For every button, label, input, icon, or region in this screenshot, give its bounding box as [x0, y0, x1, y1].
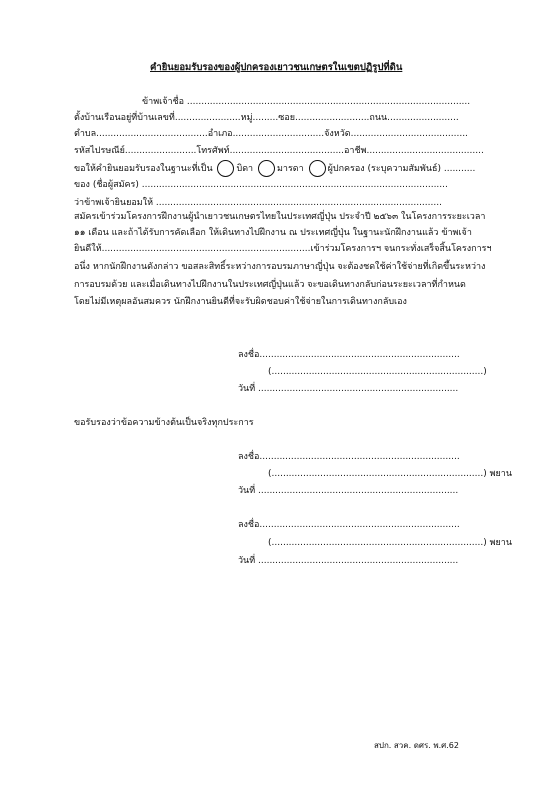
- guardian-name-line: (..........................................................................): [268, 367, 487, 377]
- relationship-label: ขอให้คำยินยอมรับรองในฐานะที่เป็น: [74, 164, 213, 174]
- mother-label: มารดา: [276, 164, 304, 174]
- father-label: บิดา: [236, 164, 254, 174]
- relationship-line: [74, 160, 475, 177]
- guardian-date-line: วันที่ ......................................................................: [238, 384, 459, 394]
- postcode-phone-line: รหัสไปรษณีย์.........................โทรศัพท์........................................อาชีพ.........................................: [74, 146, 484, 156]
- mother-checkbox[interactable]: [258, 160, 275, 177]
- form-title: คำยินยอมรับรองของผู้ปกครองเยาวชนเกษตรในเขตปฏิรูปที่ดิน: [150, 62, 403, 73]
- consent-line: ว่าข้าพเจ้ายินยอมให้ ....................................................................................................: [74, 198, 442, 208]
- guardian-signature-line: ลงชื่อ......................................................................: [238, 350, 460, 360]
- witness1-date-line: วันที่ ......................................................................: [238, 486, 459, 496]
- paragraph-line: โดยไม่มีเหตุผลอันสมควร นักฝึกงานยินดีที่จะรับผิดชอบค่าใช้จ่ายในการเดินทางกลับเอง: [74, 297, 407, 307]
- district-line: ตำบล.......................................อำเภอ................................จังหวัด.........................................: [74, 129, 468, 139]
- witness1-name-line: (..........................................................................) พยาน: [268, 469, 512, 479]
- certify-statement: ขอรับรองว่าข้อความข้างต้นเป็นจริงทุกประการ: [74, 418, 254, 428]
- applicant-of-line: ของ (ชื่อผู้สมัคร) ...........................................................................................................: [74, 180, 448, 190]
- paragraph-line: อนึ่ง หากนักฝึกงานดังกล่าว ขอสละสิทธิ์ระหว่างการอบรมภาษาญี่ปุ่น จะต้องชดใช้ค่าใช้จ่ายที่เกิดขึ้นระหว่าง: [74, 262, 486, 272]
- paragraph-line: สมัครเข้าร่วมโครงการฝึกงานผู้นำเยาวชนเกษตรไทยในประเทศญี่ปุ่น ประจำปี ๒๕๖๓ ในโครงการระยะเวลา: [74, 212, 486, 222]
- guardian-checkbox[interactable]: [309, 160, 326, 177]
- address-line: ตั้งบ้านเรือนอยู่ที่บ้านเลขที่.......................หมู่.........ซอย..........................ถนน.........................: [74, 113, 459, 123]
- footer-code: สปก. สวค. ดศร. พ.ศ.62: [374, 741, 459, 750]
- paragraph-line: ยินดีให้.........................................................................เข้าร่วมโครงการฯ จนกระทั่งเสร็จสิ้นโครงการฯ: [74, 244, 492, 254]
- witness2-signature-line: ลงชื่อ......................................................................: [238, 520, 460, 530]
- applicant-name-line: ข้าพเจ้าชื่อ ...................................................................................................: [142, 97, 471, 107]
- witness2-name-line: (..........................................................................) พยาน: [268, 538, 512, 548]
- paragraph-line: การอบรมด้วย และเมื่อเดินทางไปฝึกงานในประเทศญี่ปุ่นแล้ว จะขอเดินทางกลับก่อนระยะเวลาที่กำหนด: [74, 280, 466, 290]
- witness1-signature-line: ลงชื่อ......................................................................: [238, 452, 460, 462]
- paragraph-line: ๑๑ เดือน และถ้าได้รับการคัดเลือก ให้เดินทางไปฝึกงาน ณ ประเทศญี่ปุ่น ในฐานะนักฝึกงานแล้ว ข้าพเจ้า: [74, 228, 472, 238]
- father-checkbox[interactable]: [217, 160, 234, 177]
- witness2-date-line: วันที่ ......................................................................: [238, 556, 459, 566]
- guardian-label: ผู้ปกครอง (ระบุความสัมพันธ์) ...........: [327, 164, 476, 174]
